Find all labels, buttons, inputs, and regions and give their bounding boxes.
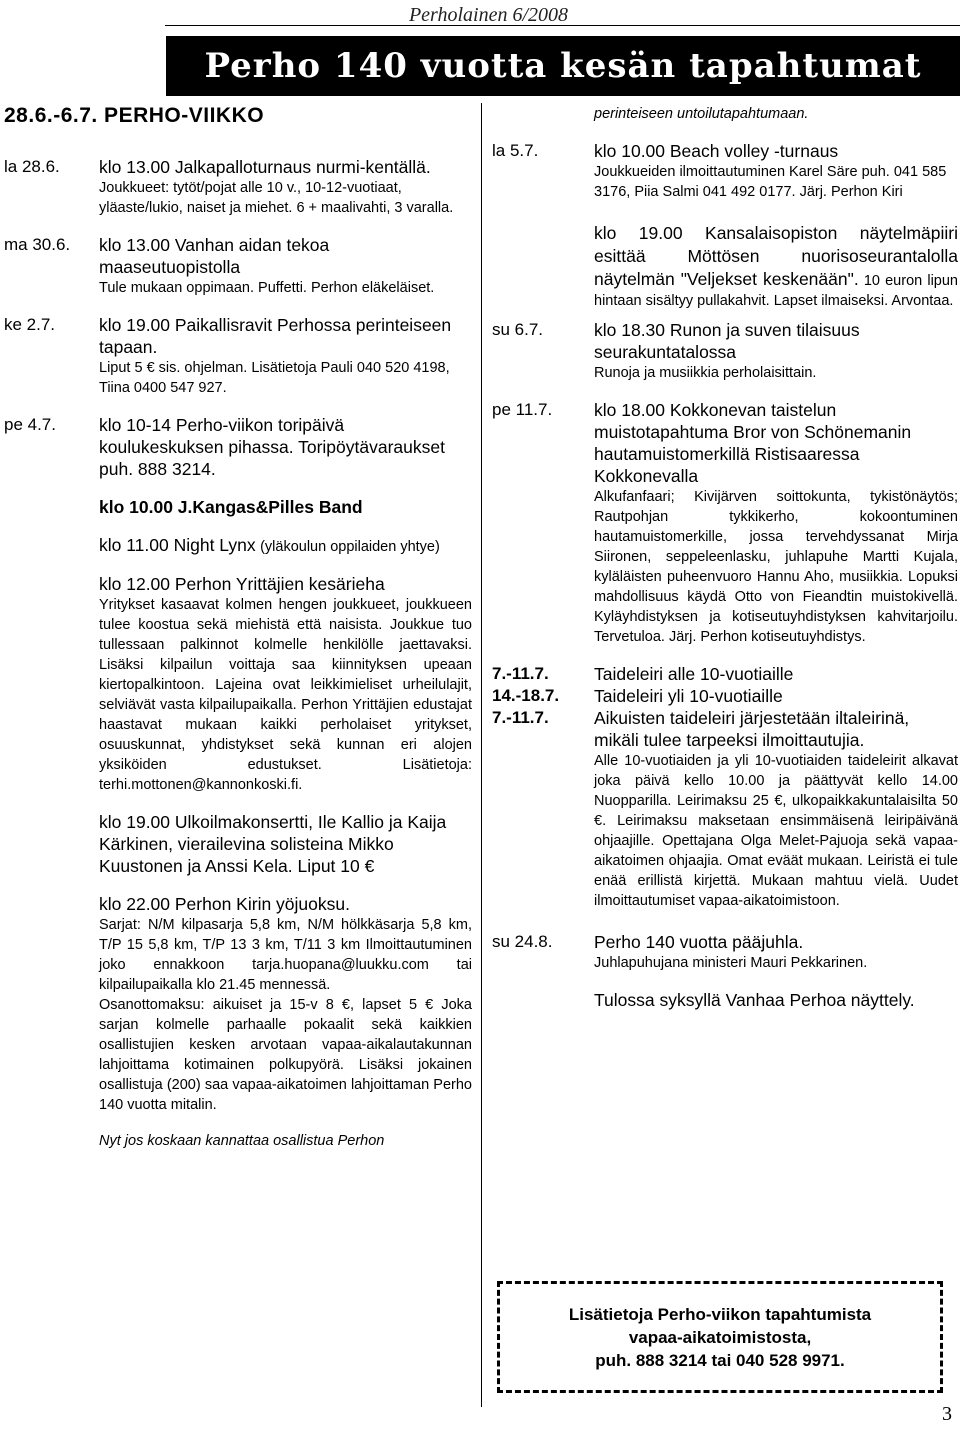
- event-row: [492, 104, 958, 124]
- info-box-line: puh. 888 3214 tai 040 528 9971.: [595, 1350, 845, 1370]
- event-row: [4, 156, 472, 218]
- event-row: [492, 399, 958, 647]
- event-date: 14.-18.7.: [492, 686, 560, 705]
- event-head-2: klo 19.00 Kansalaisopiston näytelmäpiiri esittää Möttösen nuorisoseurantalolla näytelmän "Veljekset keskenään".: [594, 223, 958, 289]
- event-sub: Alle 10-vuotiaiden ja yli 10-vuotiaiden taideleirit alkavat joka päivä kello 10.00 ja päättyvät kello 14.00 Nuopparilla. Leirimaksu 25 €, ulkopaikkakuntalaisilta 50 €. Leirimaksu maksetaan ensimmäisenä leiripäivänä ohjaajille. Opettajana Olga Melet-Pajuoja sekä vapaa-aikatoimen ohjaajia. Omat eväät mukaan. Leiristä ei tule enää erillistä kirjettä. Mukaan mahtuu vielä. Uudet ilmoittautumiset vapaa-aikatoimistoon.: [594, 753, 958, 909]
- event-sub: Runoja ja musiikkia perholaisittain.: [594, 365, 817, 381]
- event-sub: Liput 5 € sis. ohjelman. Lisätietoja Pauli 040 520 4198, Tiina 0400 547 927.: [99, 360, 450, 396]
- event-head: klo 18.30 Runon ja suven tilaisuus seurakuntatalossa: [594, 320, 860, 362]
- event-head-rest: järjestetään iltaleirinä, mikäli tulee tarpeeksi ilmoittautujia.: [594, 708, 910, 750]
- konsertti-mid-a: ,: [308, 812, 318, 832]
- event-date: ke 2.7.: [4, 315, 56, 334]
- night-sub: (yläkoulun oppilaiden yhtye): [260, 539, 440, 555]
- column-divider: [481, 103, 482, 1407]
- event-date: pe 11.7.: [492, 400, 553, 419]
- yojuoksu-text: [99, 915, 472, 995]
- autumn-note: Tulossa syksyllä Vanhaa Perhoa näyttely.: [594, 990, 915, 1010]
- event-row: [4, 314, 472, 398]
- event-head: Taideleiri alle 10-vuotiaille: [594, 664, 794, 684]
- yojuoksu-text-b: tai kilpailupaikalla klo 21.45 mennessä.: [99, 957, 472, 993]
- event-head-rest: koulukeskuksen pihassa. Toripöytävaraukset puh. 888 3214.: [99, 437, 445, 479]
- event-head: Perho 140 vuotta pääjuhla.: [594, 932, 804, 952]
- night-head: klo 11.00 Night Lynx: [99, 535, 256, 555]
- event-row: [492, 931, 958, 1011]
- section-title: 28.6.-6.7. PERHO-VIIKKO: [4, 104, 265, 127]
- event-sub: Joukkueet: tytöt/pojat alle 10 v., 10-12-vuotiaat, yläaste/lukio, naiset ja miehet. 6 + maalivahti, 3 varalla.: [99, 180, 454, 216]
- header-rule: [165, 25, 960, 26]
- issue-label: Perholainen 6/2008: [408, 4, 568, 26]
- event-sub: Alkufanfaari; Kivijärven soittokunta, tykistönäytös; Rautpohjan tykkikerho, kokoontuminen hautamuistomerkille, jossa tervehdyssanat Mirja Siironen, seppeleenlasku, juhlapuhe Martti Kujala, kyläläisten puheenvuoro Hannu Aho, musiikkia. Lopuksi mahdollisuus käydä Otto von Fieandtin muistokivellä. Kyläyhdistyksen ja kotiseutuyhdistyksen kahvitarjoilu. Tervetuloa. Järj. Perhon kotiseutuyhdistys.: [594, 489, 958, 645]
- closing-line: Nyt jos koskaan kannattaa osallistua Perhon: [99, 1133, 385, 1149]
- info-box-line: vapaa-aikatoimistosta,: [628, 1327, 812, 1347]
- event-head: Aikuisten taideleiri: [594, 708, 736, 728]
- event-sub: Tule mukaan oppimaan. Puffetti. Perhon eläkeläiset.: [99, 280, 435, 296]
- band-line: klo 10.00 J.Kangas&Pilles Band: [99, 497, 363, 517]
- konsertti-tail: . Liput 10 €: [287, 856, 375, 876]
- event-head: klo 10-14 Perho-viikon toripäivä: [99, 415, 345, 435]
- kesarieha-text: Yritykset kasaavat kolmen hengen joukkueet, joukkueen tulee koostua sekä miehistä että naisista. Joukkue tuo tullessaan palkinnot kolmelle henkilölle jaettavaksi. Lisäksi kilpailun voittaja saa kiinnityksen upeaan kiertopalkintoon. Lajeina ovat leikkimieliset urheilulajit, selviävät vasta kilpailupaikalla. Perhon Yrittäjien edustajat haastavat mukaan kaikki perholaiset yritykset, osuuskunnat, yhdistykset sekä kunnan eri alojen yksiköiden edustukset. Lisätietoja: terhi.mottonen@kannonkoski.fi.: [99, 597, 472, 793]
- left-column: [4, 104, 472, 1151]
- konsertti-head-b: Ile Kallio ja Kaija Kärkinen: [99, 812, 447, 854]
- yojuoksu-email[interactable]: tarja.huopana@luukku.com: [252, 957, 429, 973]
- info-box-line: Lisätietoja Perho-viikon tapahtumista: [568, 1304, 872, 1324]
- event-sub: Joukkueiden ilmoittautuminen Karel Säre puh. 041 585 3176, Piia Salmi 041 492 0177. Järj. Perhon Kiri: [594, 164, 947, 200]
- event-row: [492, 319, 958, 383]
- event-row: [492, 707, 958, 911]
- event-head: klo 13.00 Jalkapalloturnaus nurmi-kentällä.: [99, 157, 431, 177]
- yojuoksu-text-c: Osanottomaksu: aikuiset ja 15-v 8 €, lapset 5 € Joka sarjan kolmelle parhaalle pokaalit sekä kaikkien osallistujien kesken arvotaan vapaa-aikalautakunnan lahjoittama kotimainen polkupyörä. Lisäksi jokainen osallistuja (200) saa vapaa-aikatoimen lahjoittaman Perho 140 vuotta mitalin.: [99, 997, 472, 1113]
- konsertti-head-c: Mikko Kuustonen ja Anssi Kela: [99, 834, 394, 876]
- event-head: Taideleiri yli 10-vuotiaille: [594, 686, 783, 706]
- event-date: la 5.7.: [492, 141, 539, 160]
- event-date: la 28.6.: [4, 157, 60, 176]
- yojuoksu-text-a: Sarjat: N/M kilpasarja 5,8 km, N/M hölkkäsarja 5,8 km, T/P 15 5,8 km, T/P 13 3 km, T/11 3 km Ilmoittautuminen joko ennakkoon: [99, 917, 472, 973]
- event-row: [4, 414, 472, 1151]
- event-head: klo 13.00 Vanhan aidan tekoa maaseutuopistolla: [99, 235, 330, 277]
- page-banner: Perho 140 vuotta kesän tapahtumat: [166, 36, 960, 96]
- konsertti-mid-b: , vierailevina solisteina: [168, 834, 349, 854]
- right-column: [492, 104, 958, 1011]
- event-date: 7.-11.7.: [492, 664, 549, 683]
- konsertti-head-a: klo 19.00 Ulkoilmakonsertti: [99, 812, 309, 832]
- event-head: klo 10.00 Beach volley -turnaus: [594, 141, 839, 161]
- konsertti-text: [99, 811, 472, 877]
- kesarieha-head: klo 12.00 Perhon Yrittäjien kesärieha: [99, 574, 385, 594]
- event-row: [492, 685, 958, 707]
- continued-text: perinteiseen untoilutapahtumaan.: [594, 106, 809, 122]
- info-box: [497, 1281, 943, 1393]
- event-date: su 24.8.: [492, 932, 553, 951]
- event-row: [492, 663, 958, 685]
- event-date: su 6.7.: [492, 320, 544, 339]
- event-head: klo 19.00 Paikallisravit Perhossa perinteiseen tapaan.: [99, 315, 452, 357]
- event-head: klo 18.00 Kokkonevan taistelun muistotapahtuma Bror von Schönemanin hautamuistomerkillä Ristisaaressa Kokkonevalla: [594, 400, 912, 486]
- page-number: 3: [942, 1403, 952, 1425]
- event-date: ma 30.6.: [4, 235, 71, 254]
- yojuoksu-head: klo 22.00 Perhon Kirin yöjuoksu.: [99, 894, 350, 914]
- event-date: 7.-11.7.: [492, 708, 549, 727]
- event-sub: Juhlapuhujana ministeri Mauri Pekkarinen.: [594, 955, 868, 971]
- event-sub-2: 10 euron lipun hintaan sisältyy pullakahvit. Lapset ilmaiseksi. Arvontaa.: [594, 273, 958, 309]
- event-date: pe 4.7.: [4, 415, 56, 434]
- event-row: [4, 234, 472, 298]
- event-row: [492, 140, 958, 311]
